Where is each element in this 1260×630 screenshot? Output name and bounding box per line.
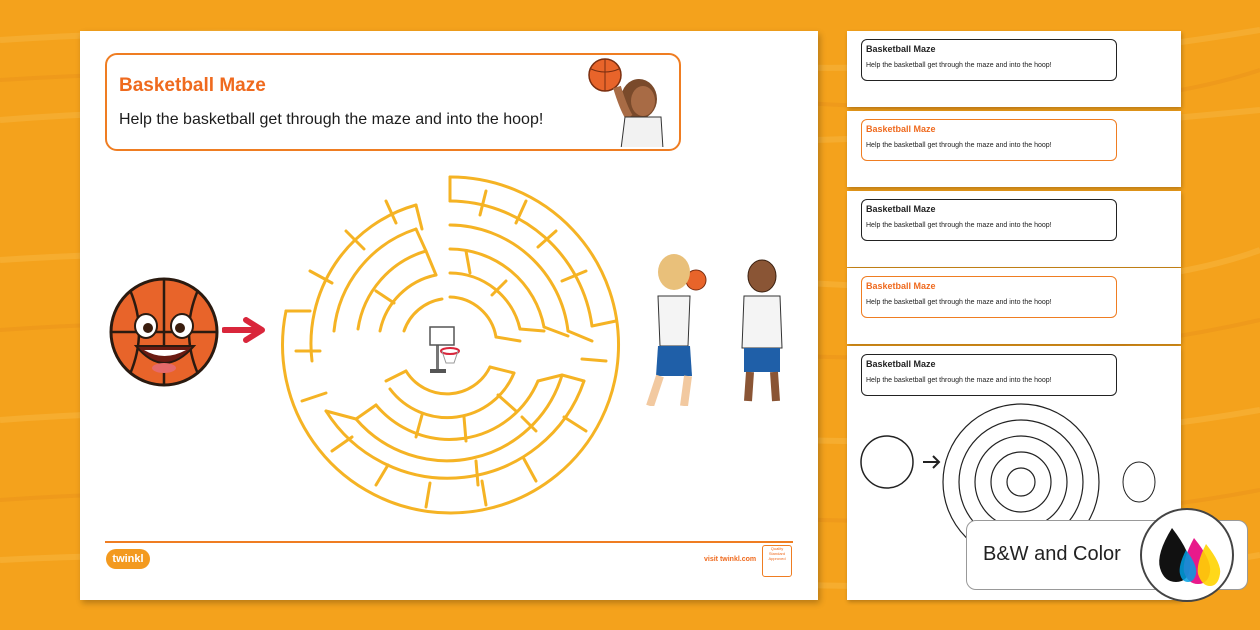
thumbnail-4 xyxy=(847,268,1181,344)
circular-maze xyxy=(266,161,634,529)
thumbnail-title: Basketball Maze xyxy=(866,204,936,214)
players-illustration xyxy=(630,236,800,406)
twinkl-logo: twinkl xyxy=(106,549,150,569)
main-worksheet xyxy=(80,31,818,600)
thumbnail-3 xyxy=(847,191,1181,267)
quality-badge: Quality Standard Approved xyxy=(762,545,792,577)
worksheet-title: Basketball Maze xyxy=(119,75,266,96)
title-box xyxy=(105,53,681,151)
thumbnail-title: Basketball Maze xyxy=(866,124,936,134)
hoop-icon xyxy=(430,327,459,373)
bw-color-label: B&W and Color xyxy=(983,543,1121,565)
thumbnail-instruction: Help the basketball get through the maze and into the hoop! xyxy=(866,299,1052,306)
ink-drops-icon xyxy=(1140,508,1234,602)
worksheet-instruction: Help the basketball get through the maze and into the hoop! xyxy=(119,111,544,128)
thumbnail-2 xyxy=(847,111,1181,187)
girl-with-ball-illustration xyxy=(577,57,677,147)
arrow-right-icon xyxy=(222,317,266,343)
thumbnail-title: Basketball Maze xyxy=(866,359,936,369)
thumbnail-title: Basketball Maze xyxy=(866,44,936,54)
thumbnail-title: Basketball Maze xyxy=(866,281,936,291)
thumbnail-instruction: Help the basketball get through the maze and into the hoop! xyxy=(866,377,1052,384)
thumbnail-1 xyxy=(847,31,1181,107)
footer-url: visit twinkl.com xyxy=(704,556,757,563)
thumbnail-instruction: Help the basketball get through the maze and into the hoop! xyxy=(866,62,1052,69)
footer-divider xyxy=(105,541,793,543)
thumbnail-instruction: Help the basketball get through the maze and into the hoop! xyxy=(866,142,1052,149)
thumbnail-instruction: Help the basketball get through the maze and into the hoop! xyxy=(866,222,1052,229)
basketball-face-icon xyxy=(108,276,220,388)
